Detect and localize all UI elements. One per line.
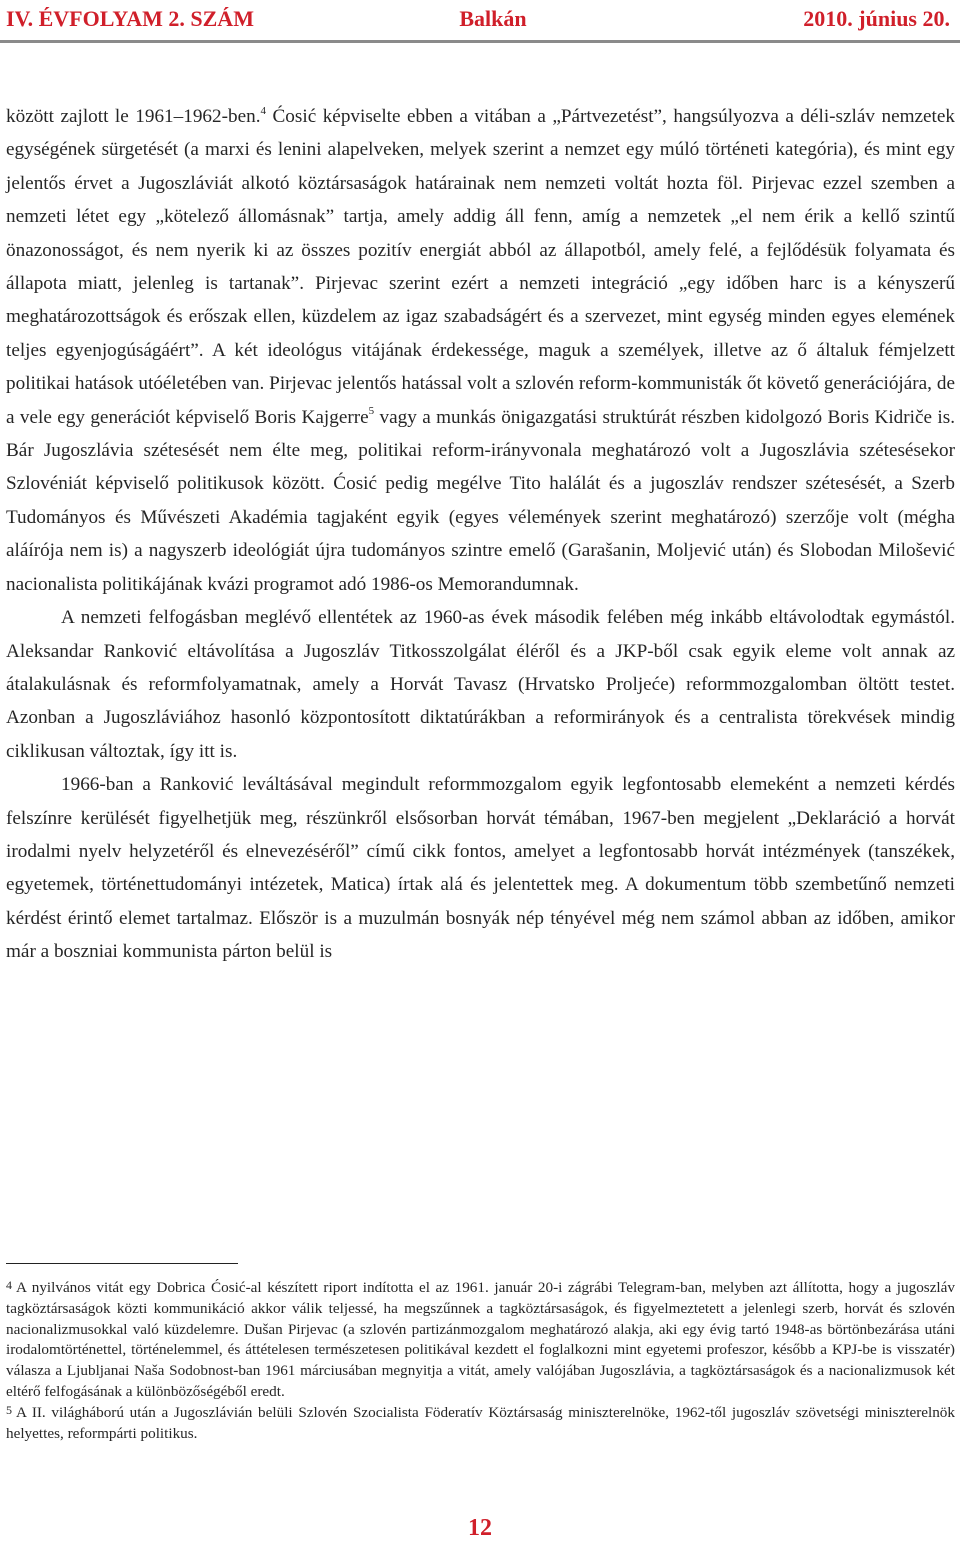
footnote-number: 4 — [6, 1278, 12, 1292]
paragraph-1-start: között zajlott le 1961–1962-ben. — [6, 106, 261, 127]
footnote-4 — [6, 1278, 955, 1403]
paragraph-2: A nemzeti felfogásban meglévő ellentétek az 1960-as évek második felében még inkább eltávolodtak egymástól. Aleksandar Ranković eltávolítása a Jugoszláv Titkosszolgálat éléről és a JKP-ből csak egyik eleme volt annak az átalakulásnak és reformfolyamatnak, amely a Horvát Tavasz (Hrvatsko Proljeće) reformmozgalomban öltött testet. Azonban a Jugoszláviához hasonló központosított diktatúrákban a reformirányok és a centralista törekvések mindig ciklikusan változtak, így itt is. — [6, 607, 955, 762]
page-header — [0, 0, 960, 40]
paragraph-1-end: vagy a munkás önigazgatási struktúrát részben kidolgozó Boris Kidriče is. Bár Jugoszlávia szétesését nem élte meg, politikai reform-irányvonala meghatározó volt a Jugoszlávia szétesésekor Szlovéniát képviselő politikusok között. Ćosić pedig megélve Tito halálát és a jugoszláv rendszer szétesését, a Szerb Tudományos és Művészeti Akadémia tagjaként egyik (egyes vélemények szerint meghatározó) szerzője volt (mégha aláírója nem is) a nagyszerb ideológiát újra tudományos szintre emelő (Garašanin, Moljević után) és Slobodan Milošević nacionalista politikájának kvázi programot adó 1986-os Memorandumnak. — [6, 406, 955, 595]
footnote-text: A nyilvános vitát egy Dobrica Ćosić-al készített riport indította el az 1961. január 20-i zágrábi Telegram-ban, melyben azt állította, hogy a jugoszláv tagköztársaságok közti kommunikáció akkor válik teljessé, ha megszűnnek a tagköztársaságok, és figyelmeztetett a jelenlegi szerb, horvát és szlovén nacionalizmusokkal való küzdelemre. Dušan Pirjevac (a szlovén partizánmozgalom meghatározó alakja, aki egy évig tartó 1948-as börtönbezárása utáni irodalomtörténettel, történelemmel, és áttételesen természetesen politikával kezdett el foglalkozni mint egyetemi profeszor, később a KPJ-be is visszatér) válasza a Ljubljanai Naša Sodobnost-ban 1961 márciusában megnyitja a vitát, amely valójában Jugoszlávia, a tagköztársaságok és a nacionalizmusok két eltérő felfogásának a különbözőségéből eredt. — [6, 1279, 955, 1400]
paragraph-1 — [6, 100, 955, 601]
footnote-text: A II. világháború után a Jugoszlávián belüli Szlovén Szocialista Föderatív Köztársaság miniszterelnöke, 1962-től jugoszláv szövetségi miniszterelnök helyettes, reformpárti politikus. — [6, 1403, 955, 1442]
footnotes — [6, 1278, 955, 1444]
footnote-5 — [6, 1403, 955, 1445]
page-number: 12 — [468, 1515, 492, 1541]
header-volume: IV. ÉVFOLYAM 2. SZÁM — [6, 6, 254, 31]
header-section: Balkán — [459, 6, 527, 31]
paragraph-3: 1966-ban a Ranković leváltásával megindult reformmozgalom egyik legfontosabb elemeként a nemzeti kérdés felszínre kerülését figyelhetjük meg, részünkről elsősorban horvát témában, 1967-ben megjelent „Deklaráció a horvát irodalmi nyelv helyzetéről és elnevezéséről” című cikk fontos, amelyet a legfontosabb horvát intézmények (tanszékek, egyetemek, történettudományi intézetek, Matica) írtak alá és jelentettek meg. A dokumentum több szembetűnő nemzeti kérdést érintő elemet tartalmaz. Először is a muzulmán bosnyák nép tényével még nem számol abban az időben, amikor már a boszniai kommunista párton belül is — [6, 774, 955, 963]
footnote-ref-4[interactable]: 4 — [260, 104, 266, 117]
paragraph-1-middle: Ćosić képviselte ebben a vitában a „Pártvezetést”, hangsúlyozva a déli-szláv nemzetek egységének sürgetését (a marxi és lenini alapelveken, melyek szerint a nemzet egy múló történeti kategória), és mint egy jelentős érvet a Jugoszláviát alkotó köztársaságok határainak nem nemzeti voltát hozta föl. Pirjevac ezzel szemben a nemzeti létet egy „kötelező állomásnak” tartja, amely addig áll fenn, amíg a nemzetek „el nem érik a kellő szintű önazonosságot, és nem nyerik ki az összes pozitív energiát abból az állapotból, amely felé, a fejlődésük folyamata és állapota miatt, jelenleg is tartanak”. Pirjevac szerint ezért a nemzeti integráció „egy időben harc is a kényszerű meghatározottságok és erőszak ellen, küzdelem az igaz szabadságért és a szervezet, mint egység minden egyes elemének teljes egyenjogúságáért”. A két ideológus vitájának érdekessége, maguk a személyek, illetve az ő általuk fémjelzett politikai hatások utóéletében van. Pirjevac jelentős hatással volt a szlovén reform-kommunisták őt követő generációjára, de a vele egy generációt képviselő Boris Kajgerre — [6, 106, 955, 428]
header-divider — [0, 40, 960, 43]
article-body — [6, 100, 955, 969]
footnote-ref-5[interactable]: 5 — [368, 405, 375, 418]
header-date: 2010. június 20. — [803, 6, 950, 31]
footnote-divider — [6, 1263, 238, 1264]
footnote-number: 5 — [6, 1402, 12, 1417]
